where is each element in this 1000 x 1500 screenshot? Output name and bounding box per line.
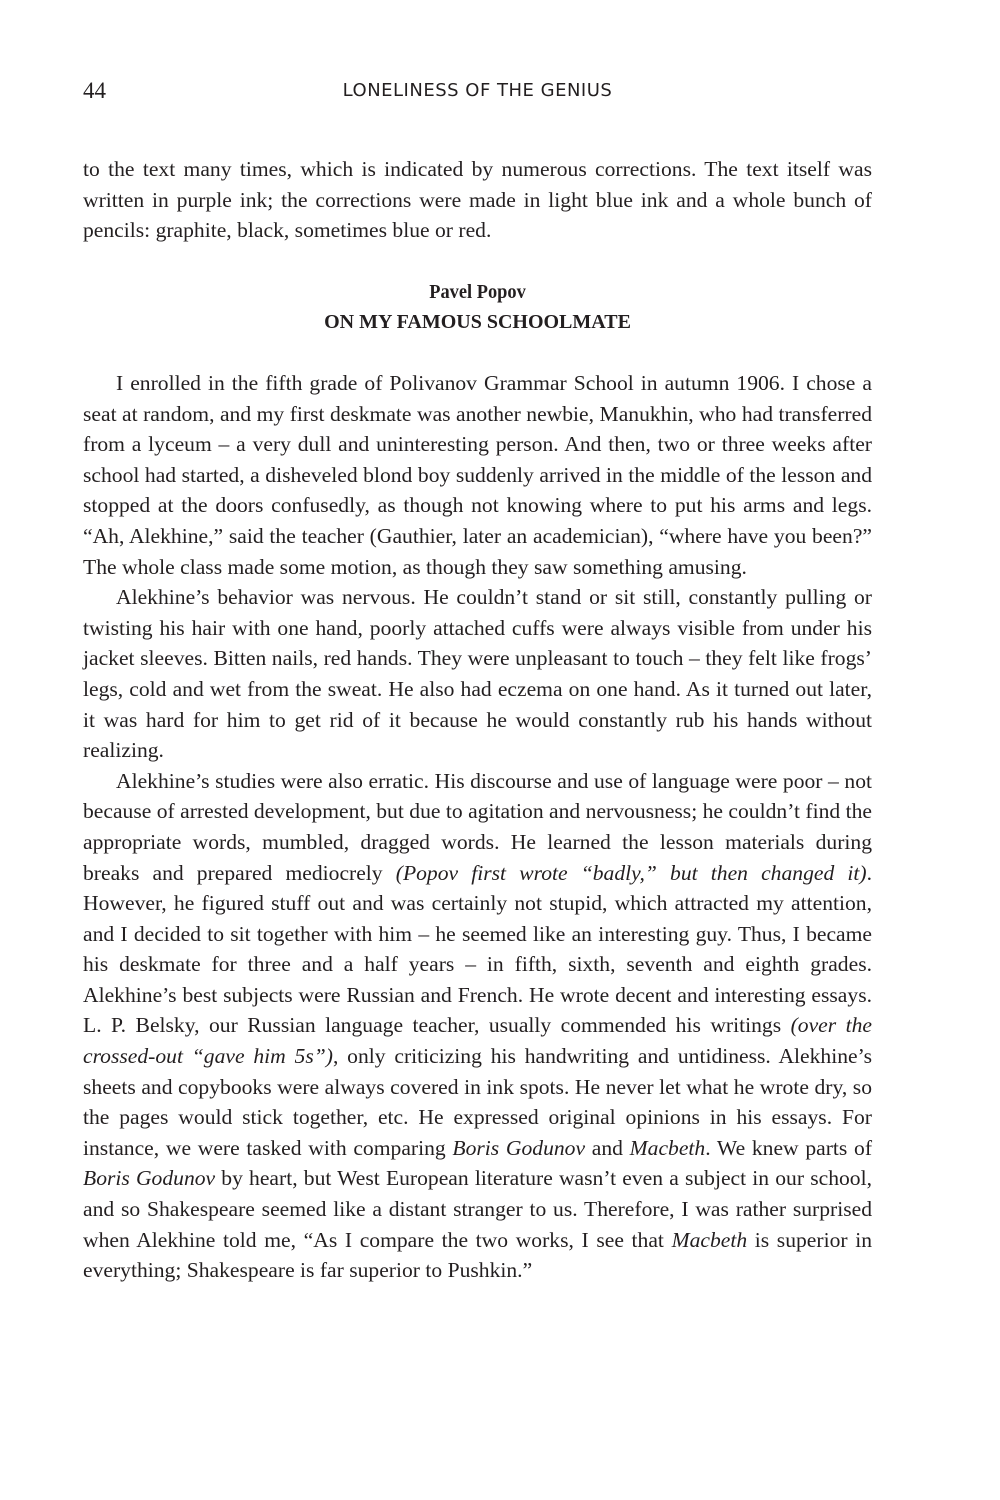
page-number: 44 — [83, 78, 106, 103]
paragraph-3-text-d: and — [585, 1135, 630, 1160]
main-text — [83, 368, 872, 1286]
editor-note-2: (over the crossed-out “gave him 5s”) — [83, 1013, 873, 1069]
paragraph-3-text-e: . We knew parts of — [705, 1135, 873, 1160]
work-title-boris-godunov: Boris Godunov — [452, 1135, 586, 1160]
paragraph-3-text-b: . However, he figured stuff out and was certainly not stupid, which attracted my attention, and I decided to sit together with him – he seemed like an interesting guy. Thus, I became his deskmate for three and a half years – in fifth, sixth, seventh and eighth grades. Alekhine’s best subjects were Russian and French. He wrote decent and interesting essays. L. P. Belsky, our Russian language teacher, usually commended his writings — [83, 860, 872, 1038]
section-heading — [83, 277, 872, 337]
work-title-boris-godunov-2: Boris Godunov — [83, 1166, 216, 1191]
running-head — [83, 76, 872, 106]
intro-paragraph — [83, 154, 872, 246]
work-title-macbeth: Macbeth — [629, 1135, 706, 1160]
paragraph-3-text-g: is superior in everything; Shakespeare is far superior to Pushkin.” — [83, 1227, 872, 1283]
paragraph-1: I enrolled in the fifth grade of Polivanov Grammar School in autumn 1906. I chose a seat at random, and my first deskmate was another newbie, Manukhin, who had transferred from a lyceum – a very dull and uninteresting person. And then, two or three weeks after school had started, a disheveled blond boy suddenly arrived in the middle of the lesson and stopped at the doors confusedly, as though not knowing where to put his arms and legs. “Ah, Alekhine,” said the teacher (Gauthier, later an academician), “where have you been?” The whole class made some motion, as though they saw something amusing. — [83, 371, 872, 579]
intro-text: to the text many times, which is indicated by numerous corrections. The text itself was written in purple ink; the corrections were made in light blue ink and a whole bunch of pencils: graphite, black, sometimes blue or red. — [83, 157, 872, 243]
section-author: Pavel Popov — [429, 281, 526, 303]
running-title: LONELINESS OF THE GENIUS — [342, 80, 613, 101]
paragraph-3-text-a: Alekhine’s studies were also erratic. His discourse and use of language were poor – not because of arrested development, but due to agitation and nervousness; he couldn’t find the appropriate words, mumbled, dragged words. He learned the lesson materials during breaks and prepared mediocrely — [83, 768, 872, 885]
section-title: ON MY FAMOUS SCHOOLMATE — [324, 311, 631, 333]
editor-note-1: (Popov first wrote “badly,” but then changed it) — [395, 860, 867, 885]
paragraph-2: Alekhine’s behavior was nervous. He couldn’t stand or sit still, constantly pulling or twisting his hair with one hand, poorly attached cuffs were always visible from under his jacket sleeves. Bitten nails, red hands. They were unpleasant to touch – they felt like frogs’ legs, cold and wet from the sweat. He also had eczema on one hand. As it turned out later, it was hard for him to get rid of it because he would constantly rub his hands without realizing. — [83, 585, 872, 763]
paragraph-3-text-f: by heart, but West European literature wasn’t even a subject in our school, and so Shakespeare seemed like a distant stranger to us. Therefore, I was rather surprised when Alekhine told me, “As I compare the two works, I see that — [83, 1166, 872, 1252]
work-title-macbeth-2: Macbeth — [671, 1227, 748, 1252]
paragraph-3-text-c: , only criticizing his handwriting and untidiness. Alekhine’s sheets and copybooks were always covered in ink spots. He never let what he wrote dry, so the pages would stick together, etc. He expressed original opinions in his essays. For instance, we were tasked with comparing — [83, 1044, 872, 1160]
paragraph-3 — [83, 766, 872, 1286]
